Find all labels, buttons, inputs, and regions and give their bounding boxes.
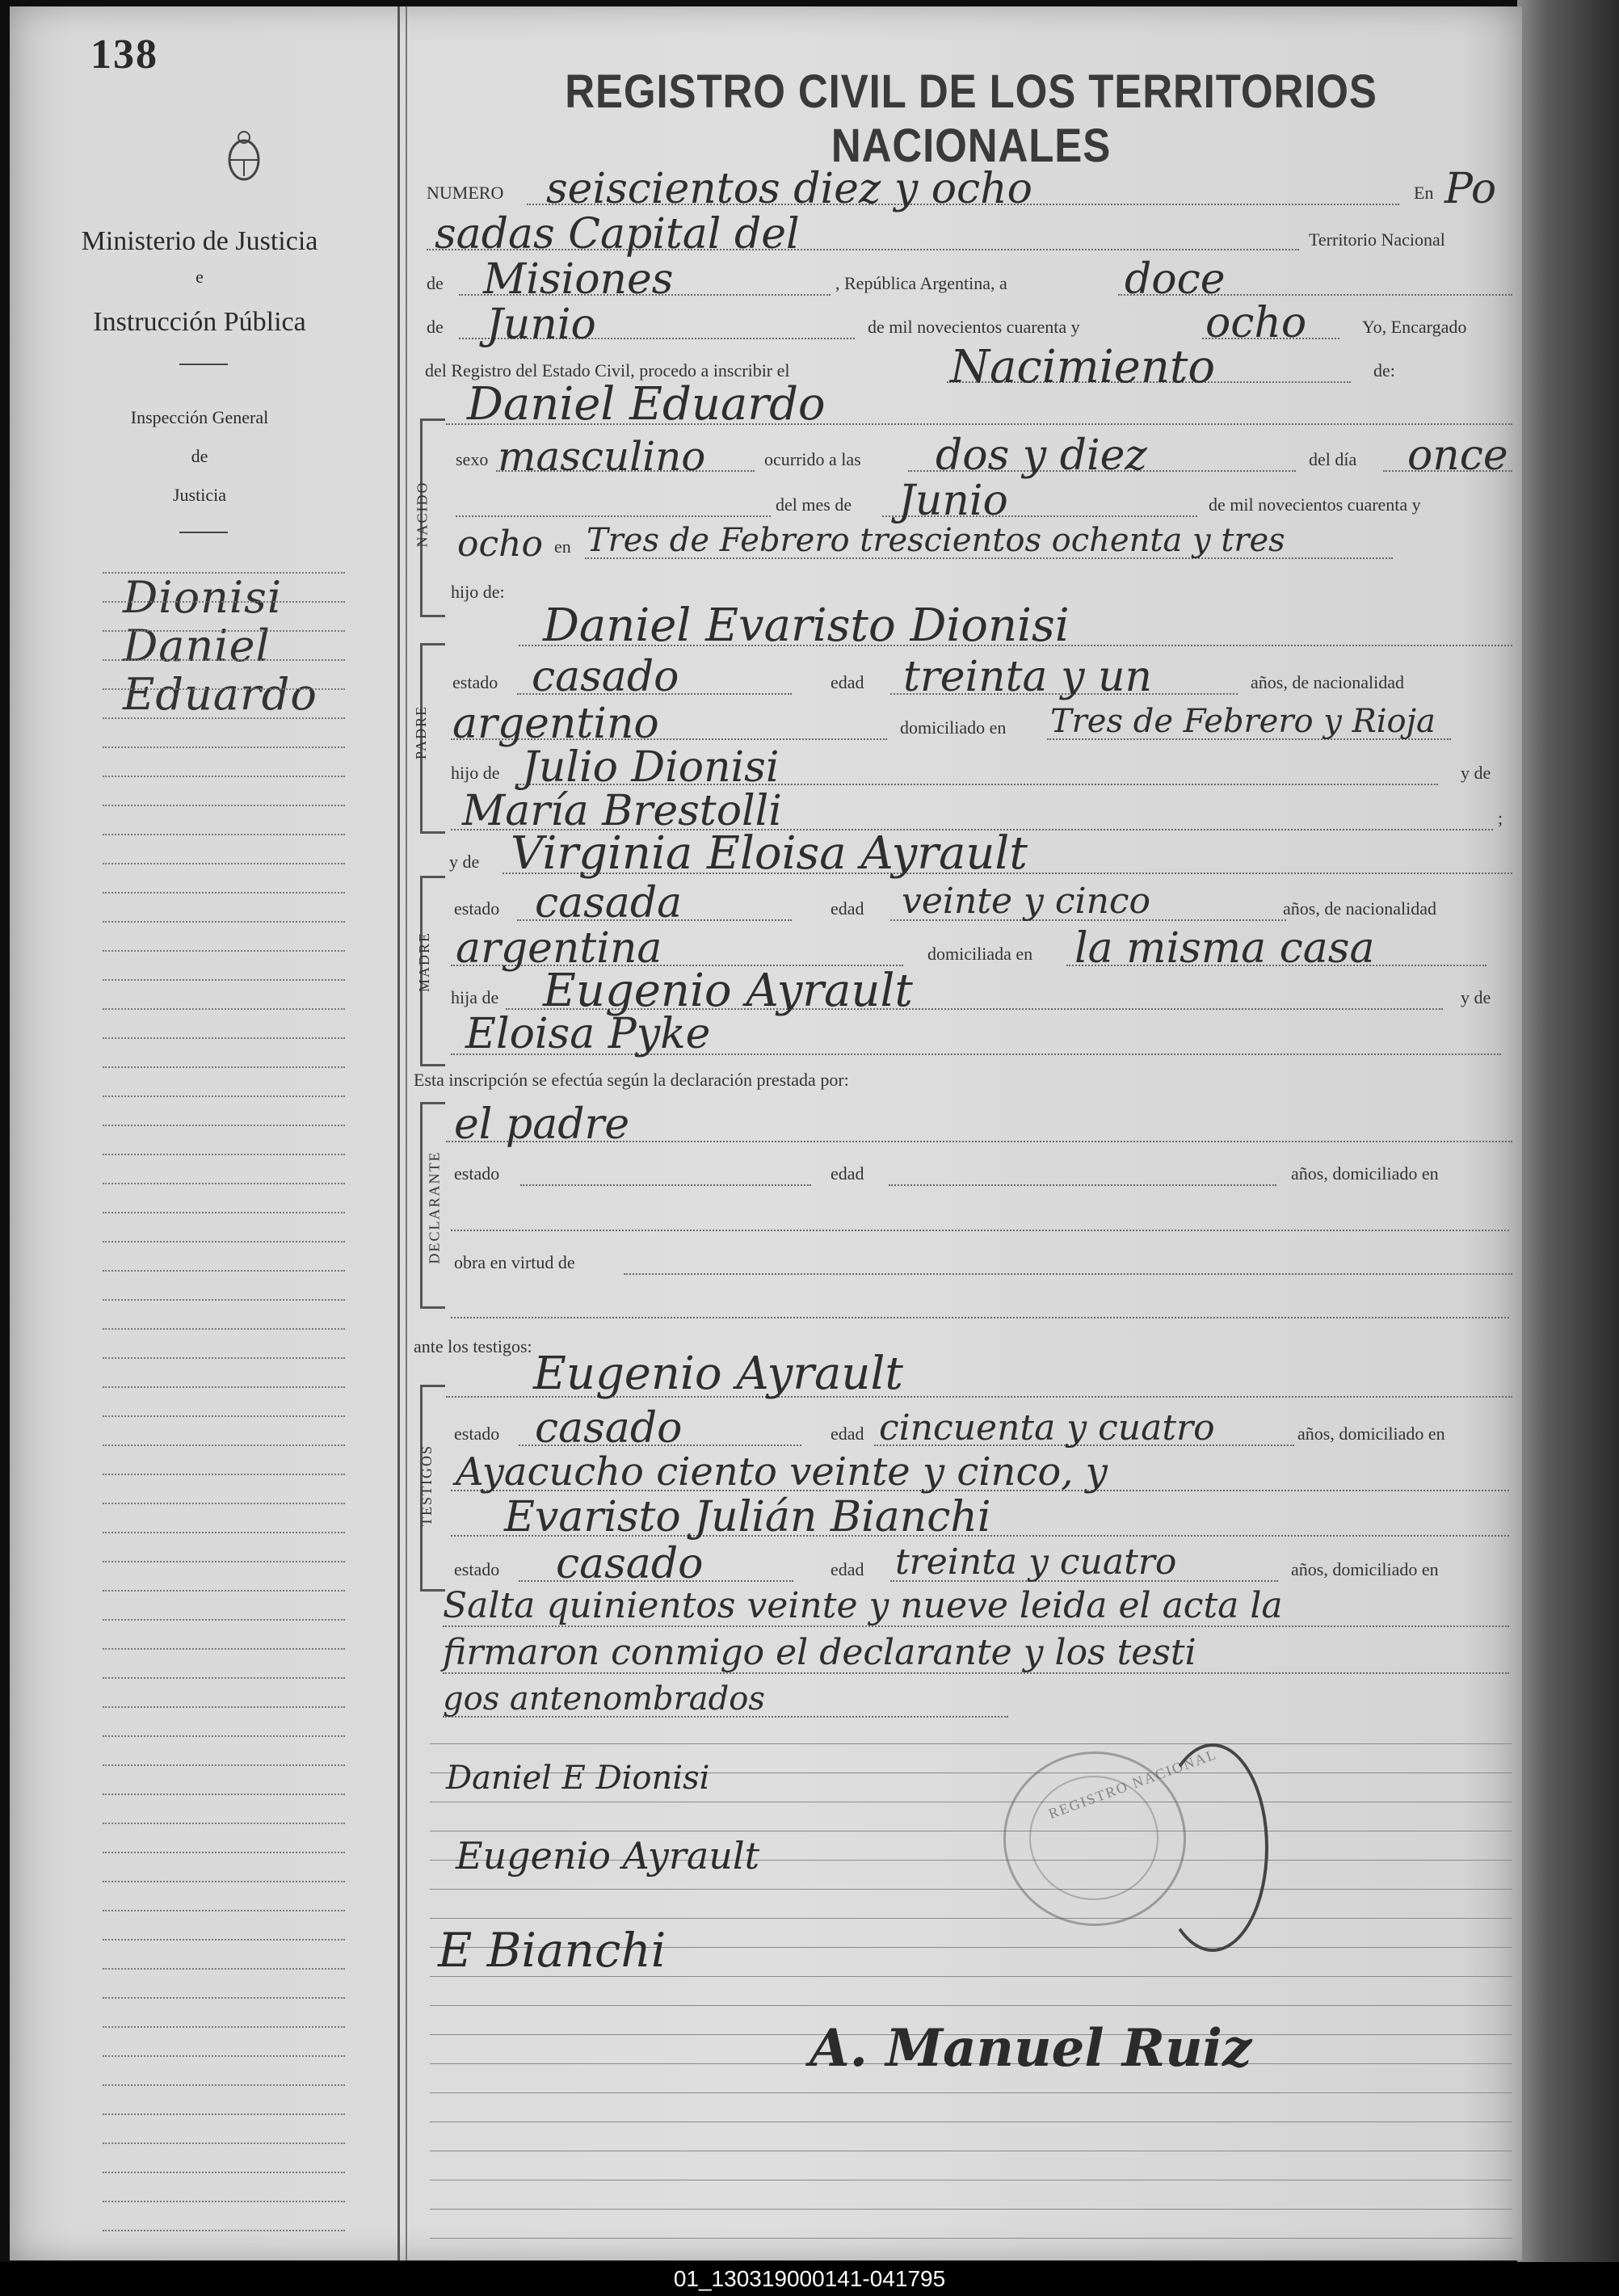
margin-ruled-line: [103, 1154, 345, 1155]
declarante-value: el padre: [454, 1100, 630, 1149]
ministry-line-2: Instrucción Pública: [93, 307, 306, 337]
margin-surname: Dionisi: [123, 572, 283, 623]
margin-ruled-line: [103, 1677, 345, 1679]
padre-edad-value: treinta y un: [903, 653, 1152, 701]
declarante-side-label: DECLARANTE: [426, 1150, 443, 1264]
act-value: Nacimiento: [950, 341, 1216, 393]
ministry-line-1: Ministerio de Justicia: [81, 226, 318, 256]
declarante-estado-dots: [520, 1184, 811, 1186]
day-value: doce: [1125, 255, 1226, 304]
padre-semicolon: ;: [1498, 808, 1503, 828]
margin-ruled-line: [103, 688, 345, 690]
declarante-edad-dots: [889, 1184, 1276, 1186]
t1-name: Eugenio Ayrault: [533, 1348, 903, 1400]
madre-side-label: MADRE: [416, 931, 433, 993]
signature-ruled-line: [430, 2005, 1512, 2006]
book-edge: [1517, 0, 1619, 2262]
margin-ruled-line: [103, 630, 345, 632]
page-number: 138: [90, 32, 158, 78]
padre-side-label: PADRE: [413, 704, 430, 760]
madre-edad-value: veinte y cinco: [902, 881, 1151, 922]
margin-ruled-line: [103, 1764, 345, 1766]
madre-estado-label: estado: [454, 898, 500, 919]
madre-name: Virginia Eloisa Ayrault: [511, 827, 1028, 880]
margin-ruled-line: [103, 1532, 345, 1533]
madre-domiciliada-label: domiciliada en: [927, 944, 1033, 964]
signature-ruled-line: [430, 1918, 1512, 1919]
numero-label: NUMERO: [427, 183, 504, 203]
place-value-2: sadas Capital del: [435, 210, 800, 259]
padre-madre-value: María Brestolli: [462, 787, 782, 835]
nacido-mil-label: de mil novecientos cuarenta y: [1209, 494, 1421, 515]
ocurrido-label: ocurrido a las: [764, 449, 861, 469]
margin-ruled-line: [103, 1415, 345, 1417]
anio-value: ocho: [457, 524, 543, 565]
sexo-label: sexo: [456, 449, 489, 469]
margin-ruled-line: [103, 2143, 345, 2144]
margin-ruled-line: [103, 892, 345, 894]
madre-edad-label: edad: [831, 898, 864, 919]
padre-name: Daniel Evaristo Dionisi: [543, 599, 1070, 652]
stamp-text: REGISTRO NACIONAL: [1046, 1745, 1220, 1823]
padre-edad-label: edad: [831, 672, 864, 692]
margin-ruled-line: [103, 1561, 345, 1562]
register-page: [10, 6, 1522, 2260]
margin-ruled-line: [103, 1619, 345, 1621]
declarante-extra-dots: [451, 1317, 1509, 1318]
declarante-domicilio-dots: [451, 1230, 1509, 1231]
yo-label: Yo, Encargado: [1362, 317, 1467, 337]
nacido-side-label: NACIDO: [414, 481, 431, 548]
margin-divider: [179, 532, 228, 533]
signature-ruled-line: [430, 2121, 1512, 2122]
signature-ruled-line: [430, 1743, 1512, 1744]
margin-ruled-line: [103, 2230, 345, 2231]
margin-ruled-line: [103, 2113, 345, 2115]
t2-estado-value: casado: [556, 1540, 704, 1588]
margin-ruled-line: [103, 1503, 345, 1504]
subdivision-line-3: Justicia: [173, 485, 226, 505]
nacido-en-label: en: [554, 536, 571, 557]
margin-ruled-line: [103, 717, 345, 719]
territorio-label: Territorio Nacional: [1309, 229, 1445, 250]
ministry-connector: e: [196, 267, 204, 287]
t2-name: Evaristo Julián Bianchi: [504, 1493, 991, 1541]
mes-value: Junio: [898, 477, 1008, 525]
madre-nacionalidad-value: argentina: [456, 924, 662, 973]
dia-value: once: [1407, 431, 1508, 480]
margin-ruled-line: [103, 979, 345, 981]
padre-domicilio-value: Tres de Febrero y Rioja: [1050, 703, 1436, 740]
declarante-obra-dots: [624, 1273, 1512, 1275]
padre-estado-value: casado: [532, 653, 679, 701]
madre-padre-value: Eugenio Ayrault: [543, 965, 913, 1017]
margin-ruled-line: [103, 1386, 345, 1388]
signature-ruled-line: [430, 2238, 1512, 2239]
signature-ruled-line: [430, 2209, 1512, 2210]
mes-lead-dots: [456, 515, 771, 517]
t1-estado-value: casado: [535, 1404, 683, 1453]
declarante-obra-label: obra en virtud de: [454, 1252, 575, 1272]
image-caption: 01_130319000141-041795: [0, 2262, 1619, 2296]
margin-ruled-line: [103, 2055, 345, 2057]
margin-ruled-line: [103, 1823, 345, 1824]
hora-value: dos y diez: [936, 431, 1147, 480]
margin-ruled-line: [103, 1444, 345, 1446]
madre-estado-value: casada: [535, 879, 683, 927]
del-dia-label: del día: [1309, 449, 1357, 469]
numero-value: seiscientos diez y ocho: [546, 165, 1032, 213]
margin-ruled-line: [103, 1095, 345, 1097]
padre-estado-label: estado: [452, 672, 498, 692]
margin-ruled-line: [103, 921, 345, 923]
margin-ruled-line: [103, 1793, 345, 1795]
t2-domicilio-value: Salta quinientos veinte y nueve leida el acta la: [443, 1585, 1283, 1626]
margin-ruled-line: [103, 1008, 345, 1010]
margin-ruled-line: [103, 950, 345, 952]
margin-ruled-line: [103, 1474, 345, 1475]
margin-ruled-line: [103, 1706, 345, 1708]
territory-value: Misiones: [483, 255, 674, 304]
t2-anios-label: años, domiciliado en: [1291, 1559, 1439, 1579]
testigos-side-label: TESTIGOS: [418, 1444, 435, 1526]
nacido-name: Daniel Eduardo: [467, 378, 826, 431]
stamp-oval-mark: [1157, 1743, 1268, 1952]
margin-rule-inner: [406, 6, 407, 2260]
t1-edad-label: edad: [831, 1423, 864, 1444]
month-value: Junio: [486, 301, 596, 349]
inscripcion-label: Esta inscripción se efectúa según la declaración prestada por:: [414, 1070, 849, 1090]
closing-line-1: firmaron conmigo el declarante y los testi: [443, 1632, 1196, 1673]
padre-padre-value: Julio Dionisi: [522, 743, 780, 792]
closing-line-2: gos antenombrados: [443, 1680, 765, 1718]
margin-ruled-line: [103, 1590, 345, 1592]
form-title: REGISTRO CIVIL DE LOS TERRITORIOS NACIONALES: [565, 65, 1377, 172]
declarante-anios-label: años, domiciliado en: [1291, 1163, 1439, 1184]
margin-ruled-line: [103, 1125, 345, 1126]
signature-declarante: Daniel E Dionisi: [446, 1760, 710, 1797]
margin-given-name-1: Daniel: [123, 620, 271, 671]
t2-estado-label: estado: [454, 1559, 500, 1579]
margin-ruled-line: [103, 1328, 345, 1330]
year-value: ocho: [1205, 299, 1307, 347]
t2-edad-value: treinta y cuatro: [895, 1541, 1177, 1583]
margin-ruled-line: [103, 834, 345, 835]
de3-label: de:: [1373, 360, 1395, 381]
margin-ruled-line: [103, 1299, 345, 1301]
padre-hijo-de-label: hijo de: [451, 763, 500, 783]
margin-column: [10, 6, 389, 2260]
margin-ruled-line: [103, 805, 345, 806]
sexo-value: masculino: [498, 433, 706, 480]
madre-hija-de-label: hija de: [451, 987, 499, 1007]
margin-ruled-line: [103, 1968, 345, 1970]
margin-ruled-line: [103, 1183, 345, 1184]
padre-anios-label: años, de nacionalidad: [1251, 672, 1404, 692]
margin-ruled-line: [103, 572, 345, 574]
republica-label: , República Argentina, a: [835, 273, 1007, 293]
lugar-value: Tres de Febrero trescientos ochenta y tres: [587, 522, 1285, 559]
testigos-intro-label: ante los testigos:: [414, 1336, 532, 1356]
t2-edad-label: edad: [831, 1559, 864, 1579]
margin-ruled-line: [103, 746, 345, 748]
t1-estado-label: estado: [454, 1423, 500, 1444]
margin-ruled-line: [103, 1037, 345, 1039]
del-mes-label: del mes de: [776, 494, 852, 515]
margin-ruled-line: [103, 1881, 345, 1882]
margin-ruled-line: [103, 1241, 345, 1243]
padre-domiciliado-label: domiciliado en: [900, 717, 1007, 738]
place-value-1: Po: [1444, 165, 1497, 213]
margin-ruled-line: [103, 1939, 345, 1941]
t1-anios-label: años, domiciliado en: [1297, 1423, 1445, 1444]
margin-divider: [179, 364, 228, 365]
registro-label: del Registro del Estado Civil, procedo a inscribir el: [425, 360, 790, 381]
margin-ruled-line: [103, 2172, 345, 2173]
padre-y-de-label: y de: [1461, 763, 1491, 783]
margin-ruled-line: [103, 659, 345, 661]
coat-of-arms-icon: [221, 128, 267, 184]
margin-ruled-line: [103, 2084, 345, 2086]
signature-ruled-line: [430, 2092, 1512, 2093]
margin-ruled-line: [103, 601, 345, 603]
margin-rule: [397, 6, 400, 2260]
margin-ruled-line: [103, 1852, 345, 1853]
declarante-edad-label: edad: [831, 1163, 864, 1184]
margin-ruled-line: [103, 1997, 345, 1999]
signature-witness-2: E Bianchi: [438, 1923, 667, 1978]
margin-ruled-line: [103, 2026, 345, 2028]
padre-nacionalidad-value: argentino: [452, 700, 659, 748]
margin-ruled-line: [103, 1066, 345, 1068]
signature-witness-1: Eugenio Ayrault: [456, 1834, 760, 1878]
signature-registrar: A. Manuel Ruiz: [810, 2018, 1252, 2079]
mil-label: de mil novecientos cuarenta y: [868, 317, 1080, 337]
madre-y-de2-label: y de: [1461, 987, 1491, 1007]
margin-ruled-line: [103, 1212, 345, 1213]
madre-madre-value: Eloisa Pyke: [465, 1010, 711, 1058]
margin-ruled-line: [103, 1910, 345, 1911]
signature-ruled-line: [430, 1889, 1512, 1890]
en-label: En: [1414, 183, 1434, 203]
madre-domicilio-value: la misma casa: [1074, 924, 1375, 973]
margin-ruled-line: [103, 863, 345, 864]
madre-anios-label: años, de nacionalidad: [1283, 898, 1436, 919]
margin-ruled-line: [103, 1735, 345, 1737]
t1-domicilio-value: Ayacucho ciento veinte y cinco, y: [456, 1449, 1108, 1495]
margin-ruled-line: [103, 1648, 345, 1650]
margin-ruled-line: [103, 776, 345, 777]
t1-edad-value: cincuenta y cuatro: [879, 1407, 1215, 1449]
subdivision-line-2: de: [191, 446, 208, 466]
hijo-label: hijo de:: [451, 582, 505, 602]
margin-ruled-line: [103, 1270, 345, 1272]
madre-y-de-label: y de: [449, 852, 480, 872]
margin-given-name-2: Eduardo: [123, 669, 317, 720]
declarante-estado-label: estado: [454, 1163, 500, 1184]
de2-label: de: [427, 317, 444, 337]
margin-ruled-line: [103, 1357, 345, 1359]
de-label: de: [427, 273, 444, 293]
subdivision-line-1: Inspección General: [130, 407, 269, 427]
margin-ruled-line: [103, 2201, 345, 2202]
